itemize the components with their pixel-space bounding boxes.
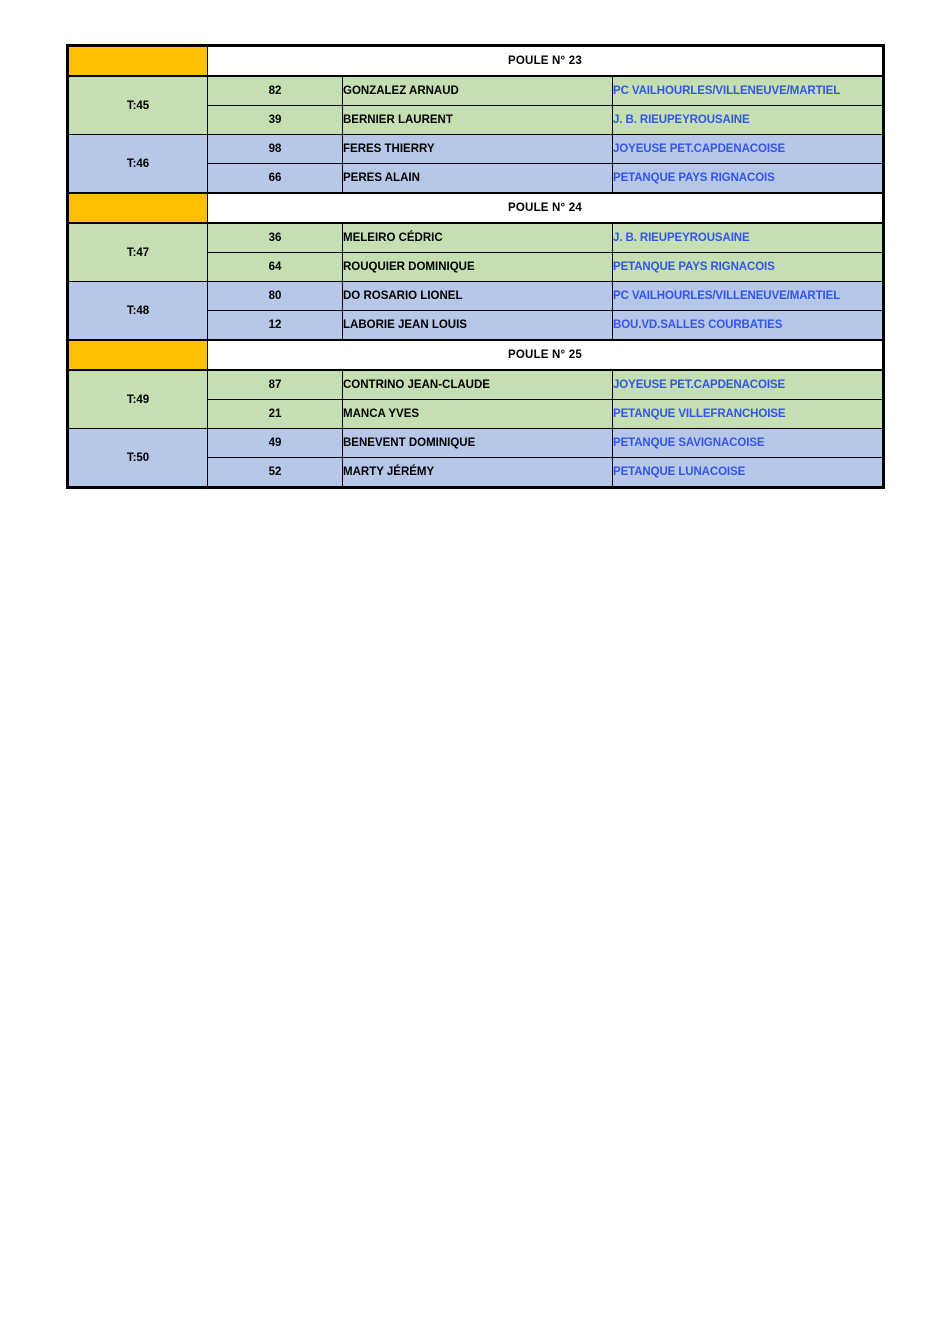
player-number: 98: [208, 135, 343, 164]
player-number: 82: [208, 76, 343, 106]
time-label: T:46: [68, 135, 208, 194]
player-number: 64: [208, 253, 343, 282]
player-club: PETANQUE PAYS RIGNACOIS: [613, 164, 884, 194]
table-row: [68, 429, 884, 458]
player-club: J. B. RIEUPEYROUSAINE: [613, 106, 884, 135]
player-number: 87: [208, 370, 343, 400]
player-number: 80: [208, 282, 343, 311]
table-row: [68, 282, 884, 311]
time-label: T:49: [68, 370, 208, 429]
player-name: CONTRINO JEAN-CLAUDE: [343, 370, 613, 400]
player-club: JOYEUSE PET.CAPDENACOISE: [613, 370, 884, 400]
time-label: T:45: [68, 76, 208, 135]
poule-header-tab: [68, 340, 208, 370]
poule-header-row: [68, 340, 884, 370]
player-name: BENEVENT DOMINIQUE: [343, 429, 613, 458]
time-label: T:48: [68, 282, 208, 341]
time-label: T:47: [68, 223, 208, 282]
poules-table: [66, 44, 885, 489]
player-club: PETANQUE VILLEFRANCHOISE: [613, 400, 884, 429]
player-name: PERES ALAIN: [343, 164, 613, 194]
player-name: MANCA YVES: [343, 400, 613, 429]
player-number: 21: [208, 400, 343, 429]
player-number: 12: [208, 311, 343, 341]
player-name: MELEIRO CÉDRIC: [343, 223, 613, 253]
player-club: PETANQUE PAYS RIGNACOIS: [613, 253, 884, 282]
poule-title: POULE N° 24: [208, 193, 884, 223]
player-name: GONZALEZ ARNAUD: [343, 76, 613, 106]
player-name: FERES THIERRY: [343, 135, 613, 164]
table-row: [68, 135, 884, 164]
table-row: [68, 370, 884, 400]
time-label: T:50: [68, 429, 208, 488]
player-club: PC VAILHOURLES/VILLENEUVE/MARTIEL: [613, 282, 884, 311]
table-row: [68, 223, 884, 253]
player-number: 39: [208, 106, 343, 135]
player-name: ROUQUIER DOMINIQUE: [343, 253, 613, 282]
player-name: MARTY JÉRÉMY: [343, 458, 613, 488]
player-name: BERNIER LAURENT: [343, 106, 613, 135]
poule-header-tab: [68, 193, 208, 223]
table-row: [68, 76, 884, 106]
player-name: DO ROSARIO LIONEL: [343, 282, 613, 311]
player-number: 52: [208, 458, 343, 488]
player-club: PETANQUE SAVIGNACOISE: [613, 429, 884, 458]
player-club: J. B. RIEUPEYROUSAINE: [613, 223, 884, 253]
poule-sheet: [66, 44, 882, 489]
player-club: PETANQUE LUNACOISE: [613, 458, 884, 488]
poules-table-body: [68, 46, 884, 488]
player-name: LABORIE JEAN LOUIS: [343, 311, 613, 341]
player-number: 49: [208, 429, 343, 458]
poule-header-tab: [68, 46, 208, 77]
poule-header-row: [68, 46, 884, 77]
player-club: BOU.VD.SALLES COURBATIES: [613, 311, 884, 341]
player-number: 36: [208, 223, 343, 253]
player-club: PC VAILHOURLES/VILLENEUVE/MARTIEL: [613, 76, 884, 106]
poule-title: POULE N° 25: [208, 340, 884, 370]
player-club: JOYEUSE PET.CAPDENACOISE: [613, 135, 884, 164]
poule-header-row: [68, 193, 884, 223]
player-number: 66: [208, 164, 343, 194]
poule-title: POULE N° 23: [208, 46, 884, 77]
